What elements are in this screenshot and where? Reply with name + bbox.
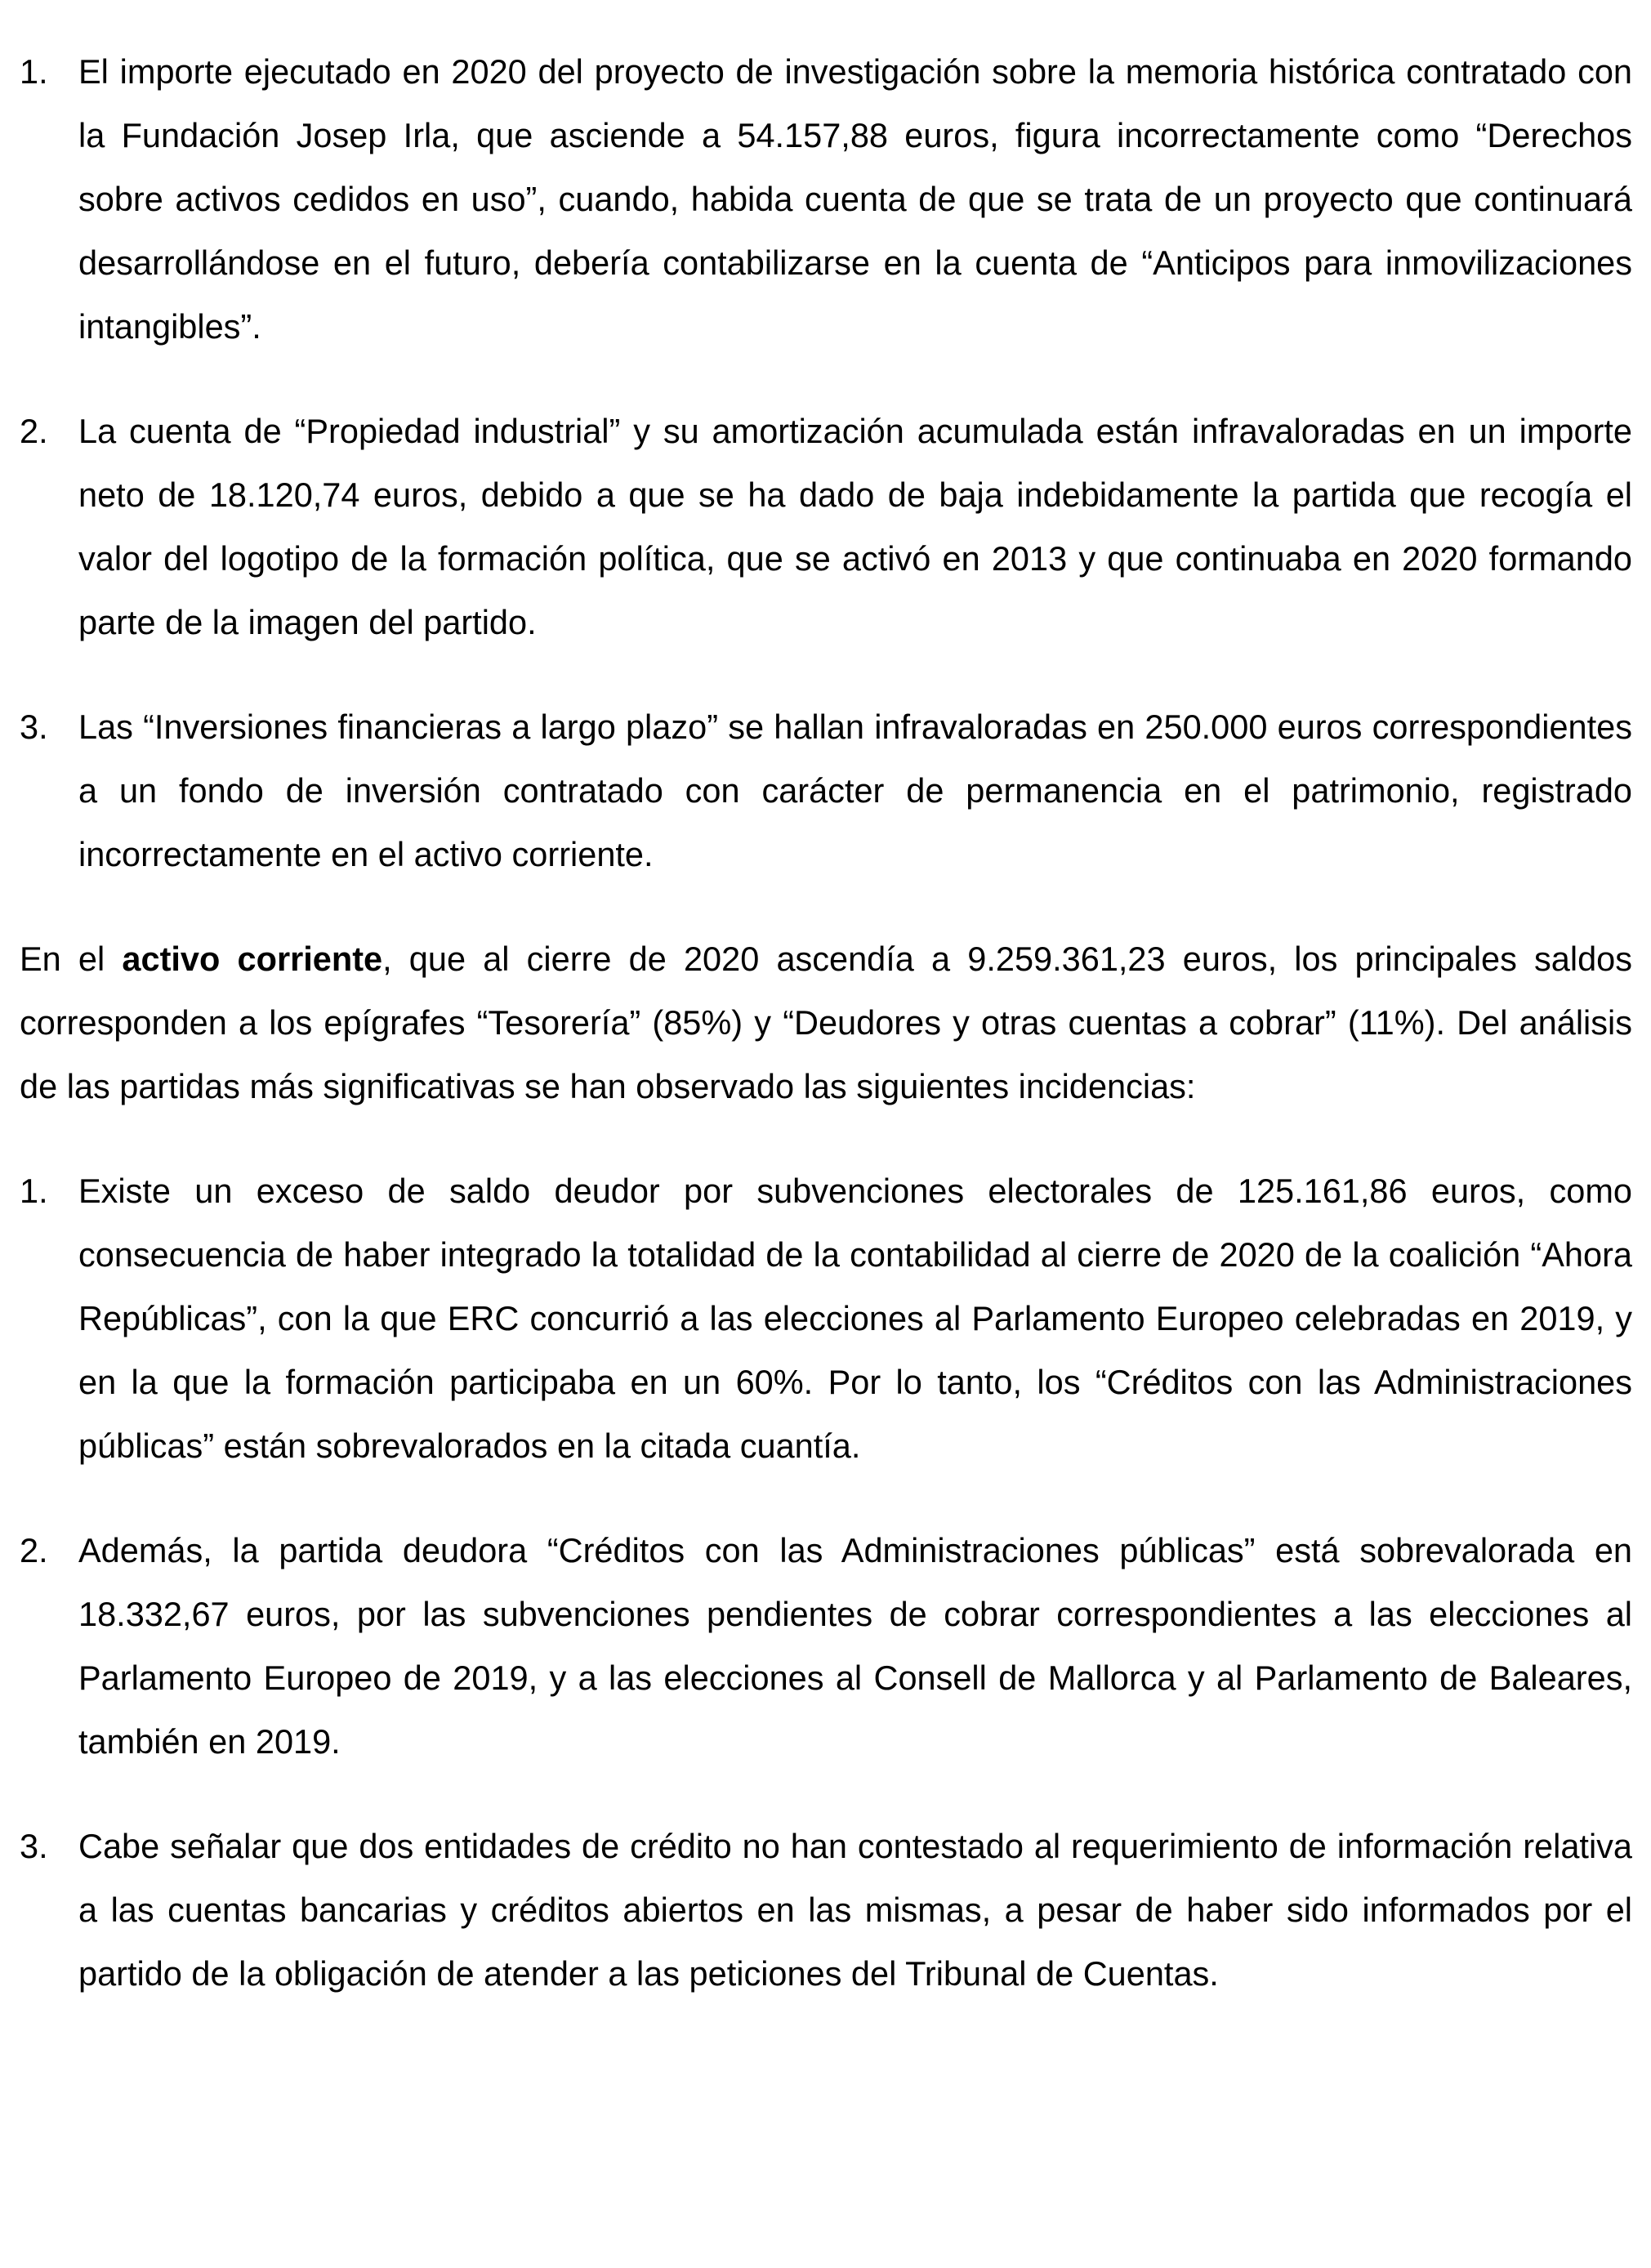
list-item-number: 1. [20, 52, 48, 91]
paragraph-bold-term: activo corriente [122, 940, 383, 978]
list-item-number: 2. [20, 1531, 48, 1569]
list-item-text: El importe ejecutado en 2020 del proyecto de investigación sobre la memoria histórica contratado con la Fundación Josep Irla, que asciende a 54.157,88 euros, figura incorrectamente como “Derechos sobre activos cedidos en uso”, cuando, habida cuenta de que se trata de un proyecto que continuará desarrollándose en el futuro, debería contabilizarse en la cuenta de “Anticipos para inmovilizaciones intangibles”. [78, 52, 1632, 346]
document-page [20, 40, 1632, 2047]
list-item-text: Las “Inversiones financieras a largo plazo” se hallan infravaloradas en 250.000 euros correspondientes a un fondo de inversión contratado con carácter de permanencia en el patrimonio, registrado incorrectamente en el activo corriente. [78, 708, 1632, 873]
paragraph-intro: En el [20, 940, 123, 978]
list-item-text: Además, la partida deudora “Créditos con las Administraciones públicas” está sobrevalorada en 18.332,67 euros, por las subvenciones pendientes de cobrar correspondientes a las elecciones al Parlamento Europeo de 2019, y a las elecciones al Consell de Mallorca y al Parlamento de Baleares, también en 2019. [78, 1531, 1632, 1761]
list-item-text: Existe un exceso de saldo deudor por subvenciones electorales de 125.161,86 euros, como consecuencia de haber integrado la totalidad de la contabilidad al cierre de 2020 de la coalición “Ahora Repúblicas”, con la que ERC concurrió a las elecciones al Parlamento Europeo celebradas en 2019, y en la que la formación participaba en un 60%. Por lo tanto, los “Créditos con las Administraciones públicas” están sobrevalorados en la citada cuantía. [78, 1172, 1632, 1465]
list-item-text: Cabe señalar que dos entidades de crédito no han contestado al requerimiento de información relativa a las cuentas bancarias y créditos abiertos en las mismas, a pesar de haber sido informados por el partido de la obligación de atender a las peticiones del Tribunal de Cuentas. [78, 1827, 1632, 1993]
paragraph-rest: , que al cierre de 2020 ascendía a 9.259.361,23 euros, los principales saldos corresponden a los epígrafes “Tesorería” (85%) y “Deudores y otras cuentas a cobrar” (11%). Del análisis de las partidas más significativas se han observado las siguientes incidencias: [20, 940, 1633, 1105]
current-assets-issues-list [20, 1159, 1632, 2006]
list-item-number: 1. [20, 1172, 48, 1210]
non-current-assets-issues-list [20, 40, 1632, 886]
list-item [20, 1815, 1632, 2006]
list-item-number: 3. [20, 1827, 48, 1865]
list-item-number: 3. [20, 708, 48, 746]
current-assets-paragraph [20, 927, 1632, 1118]
list-item-text: La cuenta de “Propiedad industrial” y su amortización acumulada están infravaloradas en un importe neto de 18.120,74 euros, debido a que se ha dado de baja indebidamente la partida que recogía el valor del logotipo de la formación política, que se activó en 2013 y que continuaba en 2020 formando parte de la imagen del partido. [78, 412, 1632, 641]
list-item-number: 2. [20, 412, 48, 450]
list-item [20, 40, 1632, 359]
list-item [20, 695, 1632, 886]
list-item [20, 1159, 1632, 1478]
list-item [20, 400, 1632, 654]
list-item [20, 1519, 1632, 1774]
